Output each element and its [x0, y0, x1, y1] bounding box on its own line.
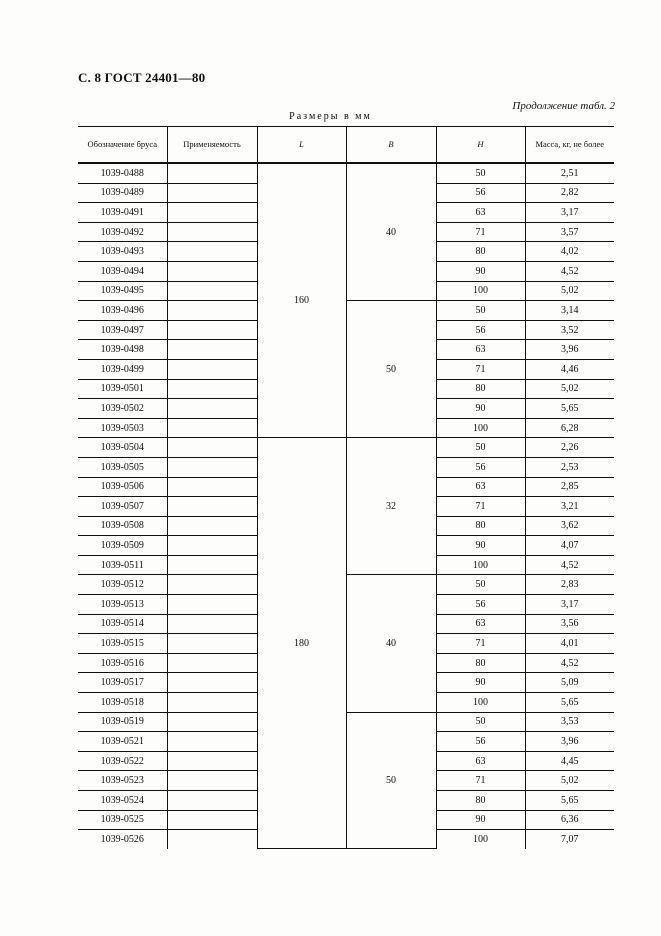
cell-designation: 1039-0522 [78, 751, 167, 771]
cell-H: 71 [436, 634, 525, 654]
cell-designation: 1039-0518 [78, 693, 167, 713]
cell-H: 71 [436, 359, 525, 379]
cell-designation: 1039-0519 [78, 712, 167, 732]
cell-H: 90 [436, 536, 525, 556]
cell-B: 50 [346, 301, 436, 438]
cell-applicability [167, 163, 257, 183]
cell-designation: 1039-0505 [78, 457, 167, 477]
cell-designation: 1039-0499 [78, 359, 167, 379]
table-row [78, 575, 614, 595]
cell-mass: 3,57 [525, 222, 614, 242]
dimensions-table [78, 126, 614, 849]
table-row [78, 438, 614, 458]
cell-H: 80 [436, 379, 525, 399]
cell-H: 71 [436, 771, 525, 791]
cell-H: 80 [436, 516, 525, 536]
cell-applicability [167, 536, 257, 556]
cell-applicability [167, 359, 257, 379]
header-designation: Обозначение бруса [78, 127, 167, 164]
cell-H: 100 [436, 693, 525, 713]
cell-applicability [167, 457, 257, 477]
header-mass: Масса, кг, не более [525, 127, 614, 164]
cell-designation: 1039-0504 [78, 438, 167, 458]
cell-mass: 4,52 [525, 555, 614, 575]
cell-mass: 4,07 [525, 536, 614, 556]
cell-applicability [167, 751, 257, 771]
cell-designation: 1039-0493 [78, 242, 167, 262]
cell-designation: 1039-0525 [78, 810, 167, 830]
cell-applicability [167, 222, 257, 242]
cell-L: 180 [257, 438, 346, 849]
cell-mass: 3,52 [525, 320, 614, 340]
cell-designation: 1039-0506 [78, 477, 167, 497]
cell-H: 56 [436, 183, 525, 203]
table-body [78, 163, 614, 849]
cell-mass: 3,17 [525, 595, 614, 615]
cell-applicability [167, 320, 257, 340]
cell-applicability [167, 242, 257, 262]
cell-designation: 1039-0515 [78, 634, 167, 654]
cell-mass: 4,02 [525, 242, 614, 262]
cell-applicability [167, 732, 257, 752]
cell-mass: 5,65 [525, 791, 614, 811]
cell-designation: 1039-0494 [78, 261, 167, 281]
cell-designation: 1039-0488 [78, 163, 167, 183]
cell-H: 50 [436, 438, 525, 458]
cell-mass: 4,52 [525, 261, 614, 281]
cell-applicability [167, 183, 257, 203]
cell-designation: 1039-0508 [78, 516, 167, 536]
cell-mass: 5,02 [525, 379, 614, 399]
cell-H: 63 [436, 477, 525, 497]
cell-H: 63 [436, 751, 525, 771]
cell-applicability [167, 575, 257, 595]
cell-H: 90 [436, 399, 525, 419]
cell-designation: 1039-0503 [78, 418, 167, 438]
cell-L: 160 [257, 163, 346, 438]
cell-mass: 2,82 [525, 183, 614, 203]
cell-mass: 3,53 [525, 712, 614, 732]
cell-mass: 7,07 [525, 830, 614, 849]
cell-H: 56 [436, 457, 525, 477]
cell-designation: 1039-0498 [78, 340, 167, 360]
cell-designation: 1039-0516 [78, 653, 167, 673]
cell-H: 63 [436, 614, 525, 634]
table-row [78, 163, 614, 183]
cell-designation: 1039-0492 [78, 222, 167, 242]
cell-mass: 4,52 [525, 653, 614, 673]
cell-H: 56 [436, 320, 525, 340]
cell-designation: 1039-0489 [78, 183, 167, 203]
cell-H: 100 [436, 281, 525, 301]
cell-mass: 4,46 [525, 359, 614, 379]
cell-mass: 6,36 [525, 810, 614, 830]
cell-H: 50 [436, 575, 525, 595]
cell-applicability [167, 771, 257, 791]
cell-mass: 3,96 [525, 732, 614, 752]
cell-B: 50 [346, 712, 436, 849]
cell-mass: 2,53 [525, 457, 614, 477]
cell-designation: 1039-0526 [78, 830, 167, 849]
cell-mass: 5,09 [525, 673, 614, 693]
cell-H: 71 [436, 222, 525, 242]
cell-H: 56 [436, 595, 525, 615]
cell-applicability [167, 203, 257, 223]
cell-designation: 1039-0496 [78, 301, 167, 321]
cell-applicability [167, 477, 257, 497]
cell-mass: 5,65 [525, 693, 614, 713]
cell-mass: 2,51 [525, 163, 614, 183]
cell-mass: 5,65 [525, 399, 614, 419]
cell-H: 63 [436, 203, 525, 223]
cell-designation: 1039-0491 [78, 203, 167, 223]
cell-designation: 1039-0524 [78, 791, 167, 811]
cell-applicability [167, 693, 257, 713]
cell-designation: 1039-0501 [78, 379, 167, 399]
cell-applicability [167, 340, 257, 360]
table-continuation-note: Продолжение табл. 2 [512, 100, 615, 112]
cell-mass: 3,62 [525, 516, 614, 536]
cell-applicability [167, 497, 257, 517]
cell-applicability [167, 399, 257, 419]
cell-mass: 3,21 [525, 497, 614, 517]
cell-mass: 2,83 [525, 575, 614, 595]
cell-mass: 2,85 [525, 477, 614, 497]
cell-designation: 1039-0507 [78, 497, 167, 517]
cell-mass: 3,96 [525, 340, 614, 360]
cell-applicability [167, 791, 257, 811]
page-header: С. 8 ГОСТ 24401—80 [78, 70, 206, 85]
cell-applicability [167, 810, 257, 830]
cell-designation: 1039-0513 [78, 595, 167, 615]
cell-applicability [167, 301, 257, 321]
cell-H: 80 [436, 653, 525, 673]
cell-applicability [167, 379, 257, 399]
cell-applicability [167, 653, 257, 673]
cell-H: 100 [436, 418, 525, 438]
cell-applicability [167, 281, 257, 301]
cell-applicability [167, 555, 257, 575]
cell-B: 40 [346, 575, 436, 712]
cell-B: 40 [346, 163, 436, 301]
cell-mass: 4,45 [525, 751, 614, 771]
cell-mass: 6,28 [525, 418, 614, 438]
cell-B: 32 [346, 438, 436, 575]
cell-H: 100 [436, 830, 525, 849]
cell-applicability [167, 595, 257, 615]
cell-H: 80 [436, 242, 525, 262]
cell-designation: 1039-0502 [78, 399, 167, 419]
table-header-row [78, 127, 614, 164]
cell-designation: 1039-0523 [78, 771, 167, 791]
cell-designation: 1039-0495 [78, 281, 167, 301]
cell-mass: 3,14 [525, 301, 614, 321]
cell-designation: 1039-0512 [78, 575, 167, 595]
cell-H: 80 [436, 791, 525, 811]
cell-mass: 5,02 [525, 771, 614, 791]
cell-applicability [167, 438, 257, 458]
cell-designation: 1039-0497 [78, 320, 167, 340]
cell-applicability [167, 673, 257, 693]
header-H: H [436, 127, 525, 164]
cell-applicability [167, 830, 257, 849]
header-B: B [346, 127, 436, 164]
cell-H: 90 [436, 673, 525, 693]
cell-H: 63 [436, 340, 525, 360]
cell-mass: 5,02 [525, 281, 614, 301]
cell-designation: 1039-0514 [78, 614, 167, 634]
cell-H: 90 [436, 810, 525, 830]
table-row [78, 712, 614, 732]
cell-mass: 4,01 [525, 634, 614, 654]
header-L: L [257, 127, 346, 164]
cell-applicability [167, 516, 257, 536]
cell-designation: 1039-0509 [78, 536, 167, 556]
cell-designation: 1039-0521 [78, 732, 167, 752]
cell-H: 71 [436, 497, 525, 517]
cell-applicability [167, 634, 257, 654]
dimensions-caption: Размеры в мм [289, 111, 372, 122]
cell-H: 50 [436, 163, 525, 183]
cell-mass: 3,17 [525, 203, 614, 223]
cell-mass: 3,56 [525, 614, 614, 634]
cell-H: 56 [436, 732, 525, 752]
cell-designation: 1039-0511 [78, 555, 167, 575]
cell-applicability [167, 712, 257, 732]
cell-designation: 1039-0517 [78, 673, 167, 693]
cell-H: 90 [436, 261, 525, 281]
cell-mass: 2,26 [525, 438, 614, 458]
cell-H: 50 [436, 712, 525, 732]
header-applicability: Применяемость [167, 127, 257, 164]
cell-applicability [167, 418, 257, 438]
cell-H: 50 [436, 301, 525, 321]
table-row [78, 301, 614, 321]
cell-applicability [167, 261, 257, 281]
cell-H: 100 [436, 555, 525, 575]
cell-applicability [167, 614, 257, 634]
